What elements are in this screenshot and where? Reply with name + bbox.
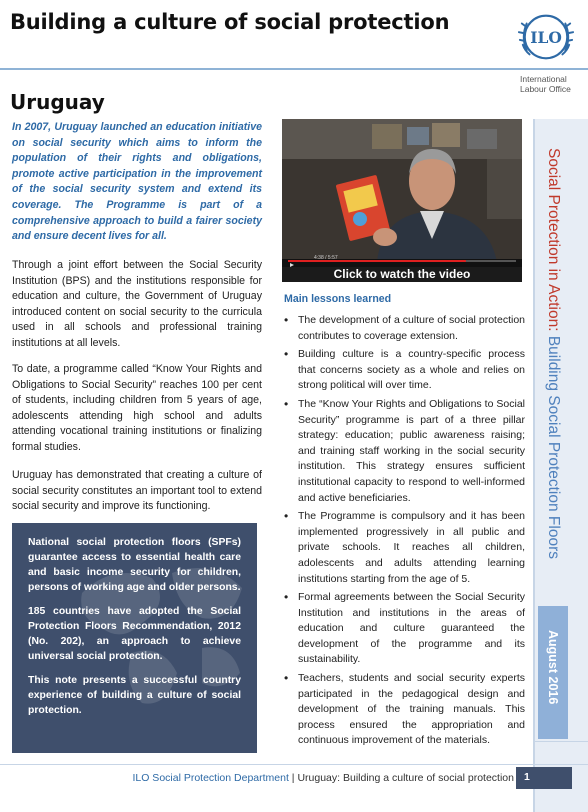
logo-lettering: ILO bbox=[530, 27, 562, 47]
footer-separator: | bbox=[288, 772, 298, 784]
publication-date: August 2016 bbox=[546, 630, 560, 705]
lessons-list bbox=[284, 313, 525, 752]
series-title-part2: Building Social Protection Floors bbox=[545, 335, 562, 559]
footer-department: ILO Social Protection Department bbox=[132, 772, 289, 784]
page-footer bbox=[0, 764, 588, 792]
series-side-text bbox=[538, 148, 568, 738]
list-item: • The development of a culture of social protection contributes to coverage extension. bbox=[284, 313, 525, 344]
body-paragraph: Uruguay has demonstrated that creating a culture of social security constitutes an important tool to extend social security and improve its functioning. bbox=[12, 469, 262, 513]
series-title-part1: Social Protection in Action: bbox=[545, 148, 562, 332]
list-item: • The “Know Your Rights and Obligations to Social Security” programme is part of a three pillar strategy: education; public awareness raising; and training staff working in the social security institution. This strategy ensures sufficient institutional capacity to respond to well-informed and active beneficiaries. bbox=[284, 397, 525, 506]
page-header bbox=[0, 0, 588, 70]
org-name: International Labour Office bbox=[520, 74, 571, 94]
lessons-heading: Main lessons learned bbox=[284, 293, 392, 305]
list-item: • Formal agreements between the Social Security Institution and institutions in the areas of education and culture guaranteed the development of the programme and its sustainability. bbox=[284, 590, 525, 668]
footer-text bbox=[132, 772, 514, 784]
body-paragraph: To date, a programme called “Know Your Rights and Obligations to Social Security” reaches 100 per cent of students, including children from 5 years of age, adolescents attending high school and adults attending vocational training institutions or finalizing formal studies. bbox=[12, 363, 262, 453]
video-thumbnail[interactable] bbox=[282, 119, 522, 262]
list-item: • Teachers, students and social security experts participated in the pedagogical design and development of the training manuals. This process ensured the appropriation and continuous improvement of the materials. bbox=[284, 671, 525, 749]
video-player[interactable] bbox=[282, 119, 522, 282]
footer-doc-title: Uruguay: Building a culture of social protection bbox=[297, 772, 514, 784]
spf-callout-box bbox=[12, 523, 257, 753]
callout-paragraph: National social protection floors (SPFs) guarantee access to essential health care and basic income security for children, persons of working age and older persons. bbox=[28, 537, 241, 593]
list-item: • The Programme is compulsory and it has been implemented progressively in all public and private schools. It reaches all children, adolescents and adults attending learning institutions starting from the age of 5. bbox=[284, 509, 525, 587]
video-time: 4:38 / 5:57 bbox=[314, 255, 338, 261]
country-heading: Uruguay bbox=[10, 90, 105, 114]
side-divider bbox=[533, 741, 588, 742]
page-number: 1 bbox=[516, 767, 572, 789]
body-paragraph: Through a joint effort between the Social Security Institution (BPS) and the institutions responsible for education and culture, the Government of Uruguay introduced content on social security to the curricula used in all schools and professional training institutions at all levels. bbox=[12, 259, 262, 349]
watch-video-link[interactable]: Click to watch the video bbox=[333, 267, 471, 281]
page-title: Building a culture of social protection bbox=[10, 10, 450, 34]
callout-paragraph: 185 countries have adopted the Social Protection Floors Recommendation, 2012 (No. 202), an approach to achieve universal social protection. bbox=[28, 606, 241, 662]
callout-paragraph: This note presents a successful country experience of building a culture of social protection. bbox=[28, 675, 241, 716]
list-item: • Building culture is a country-specific process that concerns society as a whole and relies on strong political will over time. bbox=[284, 347, 525, 394]
intro-paragraph: In 2007, Uruguay launched an education initiative on social security which aims to inform the population of their rights and obligations, promote active participation in the improvement of the social security system and extend its coverage. The Programme is part of a comprehensive approach to build a fairer society and ensure decent lives for all. bbox=[12, 121, 262, 243]
ilo-logo-icon bbox=[517, 8, 575, 66]
series-title bbox=[538, 148, 568, 559]
